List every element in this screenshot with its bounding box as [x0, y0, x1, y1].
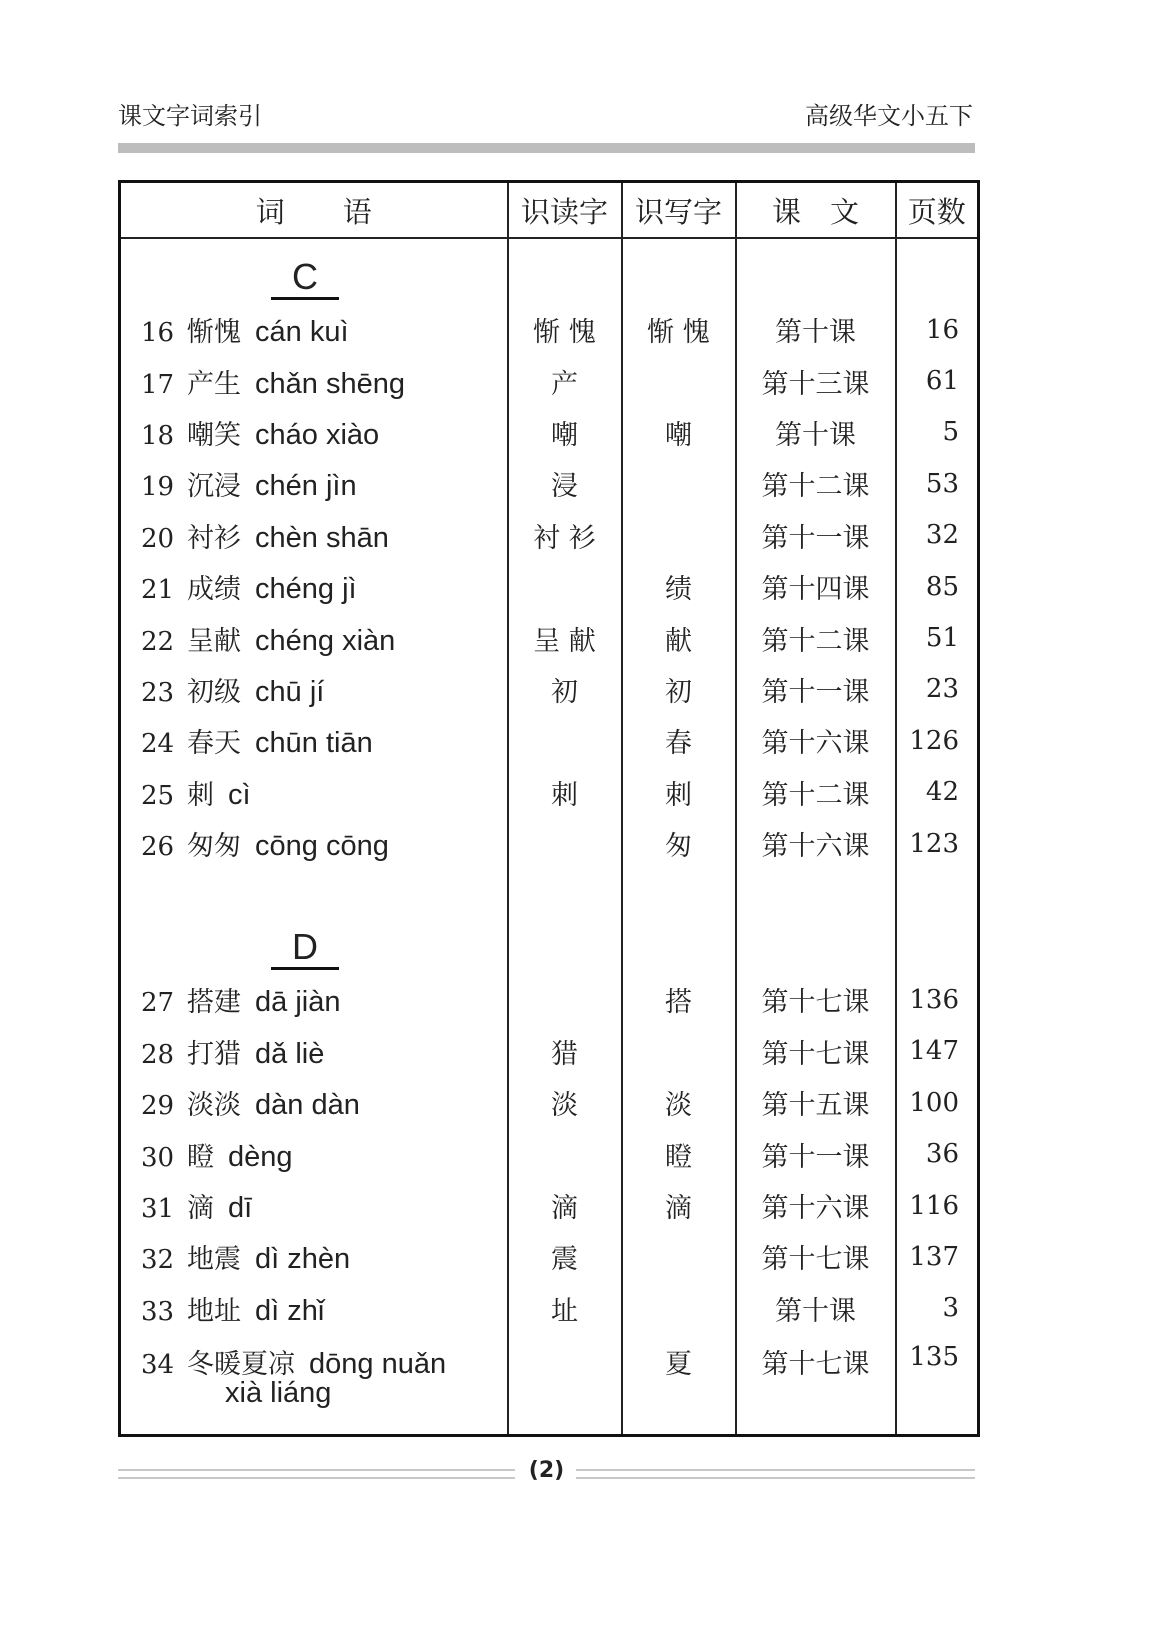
entry-pinyin: cháo xiào: [255, 418, 380, 451]
entry-word: 初级: [187, 676, 241, 708]
lesson-cell: 第十七课: [736, 1334, 896, 1436]
entry-number: 24: [141, 729, 175, 760]
read-chars-cell: [508, 1334, 622, 1436]
page-cell: 135: [896, 1334, 979, 1436]
entry-number: 34: [141, 1350, 175, 1381]
page-cell: 42: [896, 767, 979, 818]
running-header-left: 课文字词索引: [118, 102, 262, 130]
col-header-words: 词 语: [120, 182, 508, 239]
entry-number: 17: [141, 369, 175, 400]
lesson-cell: 第十七课: [736, 1026, 896, 1077]
read-chars-cell: 惭 愧: [508, 304, 622, 355]
page-cell: 147: [896, 1026, 979, 1077]
entry-number: 25: [141, 780, 175, 811]
read-chars-cell: [508, 1128, 622, 1179]
entry-pinyin: chéng jì: [255, 573, 357, 606]
table-row: [120, 1128, 979, 1179]
col-header-page: 页数: [896, 182, 979, 239]
entry-number: 27: [141, 988, 175, 1019]
lesson-cell: 第十二课: [736, 612, 896, 663]
write-chars-cell: 瞪: [622, 1128, 736, 1179]
page-cell: 126: [896, 715, 979, 766]
table-row: [120, 1180, 979, 1231]
read-chars-cell: 震: [508, 1231, 622, 1282]
write-chars-cell: 夏: [622, 1334, 736, 1436]
entry-pinyin: cán kuì: [255, 316, 349, 349]
table-row: [120, 974, 979, 1025]
page-cell: 3: [896, 1283, 979, 1334]
entry-pinyin: dā jiàn: [255, 986, 341, 1019]
entry-pinyin: dōng nuǎn: [309, 1348, 447, 1381]
table-row: [120, 510, 979, 561]
entry-pinyin: chǎn shēng: [255, 367, 405, 400]
page-cell: 123: [896, 818, 979, 869]
entry-word: 打猎: [187, 1038, 241, 1070]
entry-number: 18: [141, 420, 175, 451]
table-row: [120, 715, 979, 766]
read-chars-cell: 浸: [508, 458, 622, 509]
page-cell: 32: [896, 510, 979, 561]
entry-word: 地震: [187, 1244, 241, 1276]
lesson-cell: 第十课: [736, 1283, 896, 1334]
entry-word: 地址: [187, 1295, 241, 1327]
page-cell: 85: [896, 561, 979, 612]
page-cell: 100: [896, 1077, 979, 1128]
table-row: [120, 1077, 979, 1128]
write-chars-cell: 嘲: [622, 407, 736, 458]
write-chars-cell: 初: [622, 664, 736, 715]
entry-word: 春天: [187, 728, 241, 760]
table-row: [120, 355, 979, 406]
lesson-cell: 第十二课: [736, 767, 896, 818]
page-number: (2): [528, 1458, 565, 1483]
lesson-cell: 第十一课: [736, 664, 896, 715]
page-cell: 16: [896, 304, 979, 355]
lesson-cell: 第十二课: [736, 458, 896, 509]
write-chars-cell: 淡: [622, 1077, 736, 1128]
write-chars-cell: [622, 510, 736, 561]
lesson-cell: 第十四课: [736, 561, 896, 612]
table-row: [120, 561, 979, 612]
entry-number: 23: [141, 677, 175, 708]
lesson-cell: 第十课: [736, 304, 896, 355]
read-chars-cell: 猎: [508, 1026, 622, 1077]
entry-number: 22: [141, 626, 175, 657]
read-chars-cell: 初: [508, 664, 622, 715]
write-chars-cell: 惭 愧: [622, 304, 736, 355]
entry-number: 21: [141, 575, 175, 606]
entry-pinyin-continued: xià liáng: [225, 1377, 332, 1410]
footer: [118, 1458, 975, 1483]
entry-word: 呈献: [187, 625, 241, 657]
table-header-row: [120, 182, 979, 239]
entry-pinyin: dǎ liè: [255, 1037, 325, 1070]
read-chars-cell: 衬 衫: [508, 510, 622, 561]
entry-pinyin: chèn shān: [255, 521, 389, 554]
entry-number: 26: [141, 832, 175, 863]
page-cell: 23: [896, 664, 979, 715]
entry-number: 28: [141, 1039, 175, 1070]
entry-number: 16: [141, 318, 175, 349]
entry-word: 刺: [187, 779, 214, 811]
read-chars-cell: [508, 561, 622, 612]
entry-pinyin: dī: [228, 1192, 253, 1225]
lesson-cell: 第十五课: [736, 1077, 896, 1128]
write-chars-cell: [622, 1283, 736, 1334]
read-chars-cell: [508, 818, 622, 869]
entry-number: 33: [141, 1296, 175, 1327]
write-chars-cell: 春: [622, 715, 736, 766]
read-chars-cell: [508, 715, 622, 766]
read-chars-cell: 滴: [508, 1180, 622, 1231]
table-row: [120, 1026, 979, 1077]
entry-number: 20: [141, 523, 175, 554]
write-chars-cell: 刺: [622, 767, 736, 818]
page-cell: 136: [896, 974, 979, 1025]
entry-pinyin: dì zhǐ: [255, 1294, 325, 1327]
table-row: [120, 612, 979, 663]
table-row: [120, 1283, 979, 1334]
write-chars-cell: 匆: [622, 818, 736, 869]
entry-word: 成绩: [187, 574, 241, 606]
read-chars-cell: [508, 974, 622, 1025]
lesson-cell: 第十三课: [736, 355, 896, 406]
write-chars-cell: [622, 1231, 736, 1282]
entry-word: 瞪: [187, 1141, 214, 1173]
table-row: [120, 304, 979, 355]
write-chars-cell: [622, 1026, 736, 1077]
write-chars-cell: [622, 458, 736, 509]
read-chars-cell: 呈 献: [508, 612, 622, 663]
lesson-cell: 第十一课: [736, 1128, 896, 1179]
page-cell: 5: [896, 407, 979, 458]
read-chars-cell: 产: [508, 355, 622, 406]
entry-word: 滴: [187, 1193, 214, 1225]
section-letter: D: [271, 927, 339, 970]
word-index-table: [118, 180, 980, 1437]
read-chars-cell: 刺: [508, 767, 622, 818]
entry-pinyin: cì: [228, 778, 251, 811]
lesson-cell: 第十课: [736, 407, 896, 458]
entry-word: 产生: [187, 368, 241, 400]
entry-number: 32: [141, 1245, 175, 1276]
page-cell: 36: [896, 1128, 979, 1179]
entry-word: 嘲笑: [187, 419, 241, 451]
page-cell: 61: [896, 355, 979, 406]
col-header-write-chars: 识写字: [622, 182, 736, 239]
header-divider: [118, 143, 975, 153]
running-header-right: 高级华文小五下: [805, 102, 973, 130]
write-chars-cell: [622, 355, 736, 406]
entry-pinyin: cōng cōng: [255, 830, 389, 863]
lesson-cell: 第十六课: [736, 715, 896, 766]
entry-pinyin: dì zhèn: [255, 1243, 351, 1276]
section-letter-row: [120, 238, 979, 304]
col-header-read-chars: 识读字: [508, 182, 622, 239]
read-chars-cell: 址: [508, 1283, 622, 1334]
col-header-lesson: 课 文: [736, 182, 896, 239]
table-row: [120, 407, 979, 458]
entry-word: 匆匆: [187, 831, 241, 863]
lesson-cell: 第十六课: [736, 1180, 896, 1231]
lesson-cell: 第十七课: [736, 1231, 896, 1282]
entry-word: 搭建: [187, 987, 241, 1019]
footer-rule-right: [576, 1469, 975, 1479]
entry-word: 衬衫: [187, 522, 241, 554]
page-cell: 51: [896, 612, 979, 663]
table-row: [120, 818, 979, 869]
entry-number: 19: [141, 472, 175, 503]
entry-pinyin: dèng: [228, 1140, 293, 1173]
page-cell: 116: [896, 1180, 979, 1231]
write-chars-cell: 绩: [622, 561, 736, 612]
footer-rule-left: [118, 1469, 515, 1479]
entry-word: 淡淡: [187, 1090, 241, 1122]
entry-pinyin: chén jìn: [255, 470, 357, 503]
table-row: [120, 664, 979, 715]
lesson-cell: 第十六课: [736, 818, 896, 869]
section-letter-row: [120, 869, 979, 974]
entry-word: 沉浸: [187, 471, 241, 503]
table-row: [120, 1334, 979, 1436]
table-row: [120, 1231, 979, 1282]
entry-word: 冬暖夏凉: [187, 1349, 295, 1381]
table-row: [120, 767, 979, 818]
entry-number: 29: [141, 1091, 175, 1122]
write-chars-cell: 滴: [622, 1180, 736, 1231]
entry-pinyin: dàn dàn: [255, 1089, 360, 1122]
write-chars-cell: 搭: [622, 974, 736, 1025]
entry-pinyin: chéng xiàn: [255, 624, 396, 657]
entry-number: 31: [141, 1194, 175, 1225]
section-letter: C: [271, 257, 339, 300]
entry-pinyin: chū jí: [255, 675, 325, 708]
write-chars-cell: 献: [622, 612, 736, 663]
lesson-cell: 第十七课: [736, 974, 896, 1025]
entry-word: 惭愧: [187, 317, 241, 349]
page-cell: 53: [896, 458, 979, 509]
read-chars-cell: 嘲: [508, 407, 622, 458]
entry-pinyin: chūn tiān: [255, 727, 373, 760]
lesson-cell: 第十一课: [736, 510, 896, 561]
table-row: [120, 458, 979, 509]
page-cell: 137: [896, 1231, 979, 1282]
read-chars-cell: 淡: [508, 1077, 622, 1128]
entry-number: 30: [141, 1142, 175, 1173]
